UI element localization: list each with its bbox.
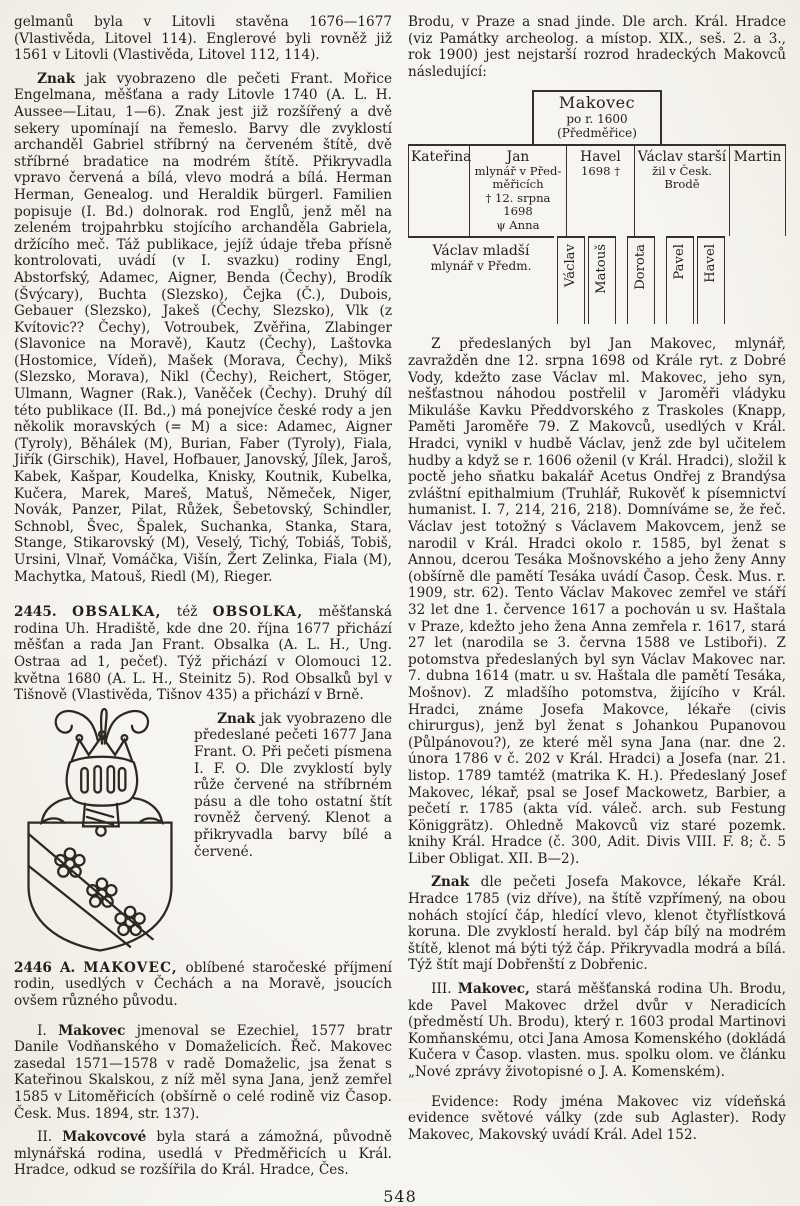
- person-detail: 1698 †: [581, 163, 620, 178]
- paragraph-text: jmenoval se Ezechiel, 1577 bratr Danile Vodňanského v Domaželicích. Řeč. Makovec zasedal 1571—1578 v radě Domaželic, jsa ženat s Kateřinou Skalskou, z níž měl syna Jana, jenž zemřel 1585 v Litoměřicích (obšírně o celé rodině viz Časop. Česk. Mus. 1894, str. 137).: [14, 1022, 392, 1122]
- tree-root-name: Makovec: [558, 93, 636, 113]
- znak-lead: Znak: [217, 710, 256, 727]
- paragraph-text: jak vyobrazeno dle předeslané pečeti 1677 Jana Frant. O. Při pečeti písmena I. F. O. Dle zvyklostí byly růže červené na stříbrném pásu a dle toho ostatní štít rovněž červený. Klenot a přikryvadla barvy bílé a červené.: [194, 710, 392, 860]
- person-detail: žil v Česk. Brodě: [652, 163, 712, 192]
- person-name: Dorota: [633, 244, 649, 291]
- obsalka-coat-of-arms-image: [14, 706, 186, 958]
- person-detail: mlynář v Předm.: [430, 259, 532, 274]
- family-name-lead: Makovec: [58, 1022, 126, 1039]
- person-name: Jan: [506, 148, 530, 165]
- entry-name-obsalka: OBSALKA,: [72, 604, 162, 621]
- person-name: Václav starší: [637, 148, 727, 165]
- paragraph-makovec-III: [408, 981, 786, 1081]
- entry-number: 2445.: [14, 604, 73, 621]
- tree-cell-vaclav: [557, 236, 585, 324]
- person-name: Kateřina: [411, 148, 472, 165]
- tree-generation-1: [408, 144, 786, 237]
- tree-cell-vaclav-mladsi: [408, 236, 554, 273]
- paragraph-makovec-II: [14, 1129, 392, 1179]
- person-detail: † 12. srpna 1698: [485, 190, 551, 219]
- right-column: [408, 14, 786, 1179]
- tree-root-place: (Předměřice): [557, 125, 637, 140]
- paragraph-evidence: Evidence: Rody jména Makovec viz vídeňská evidence světové války (zde sub Aglaster). Rody Makovec, Makovský uvádí Král. Adel 152.: [408, 1093, 786, 1143]
- paragraph-makovec-I: [14, 1023, 392, 1123]
- paragraph-makovec-znak: [408, 874, 786, 974]
- paragraph-engelman-cont: gelmanů byla v Litovli stavěna 1676—1677 (Vlastivěda, Litovel 114). Englerové byli rovněž již 1561 v Litovli (Vlastivěda, Litovel 112, 114).: [14, 14, 392, 64]
- rose-1: [55, 848, 84, 876]
- tree-cell-pavel: [666, 236, 694, 324]
- person-name: Matouš: [594, 244, 610, 295]
- person-name: Havel: [580, 148, 621, 165]
- tree-cell-vaclav-starsi: [635, 146, 730, 237]
- person-detail: měřicích: [492, 177, 544, 192]
- person-name: Pavel: [672, 244, 688, 281]
- shield-outline: [29, 822, 172, 950]
- entry-number: 2446 A.: [14, 959, 84, 976]
- tree-cell-martin: [730, 146, 786, 237]
- znak-lead: Znak: [431, 874, 470, 891]
- page-body: [0, 14, 800, 1179]
- paragraph-text: jak vyobrazeno dle pečeti Frant. Mořice Engelmana, měšťana a rady Litovle 1740 (A. L. H. Aussee—Litau, 1—6). Znak jest již rozšířený a dvě sekery upomínají na řemeslo. Barvy dle zvyklostí archanděl Gabriel stříbrný na červeném štítě, dvě stříbrné bradatice na modrém štítě. Přikryvadla vpravo červená a bílá, vlevo modrá a bílá. Herman Herman, Genealog. und Heraldik bürgerl. Familien popisuje (I. Bd.) dolnorak. rod Englů, jenž měl na zeleném trojpahrbku stojícího archanděla Gabriela, držícího meč. Táž publikace, jejíž údaje třeba přísně kontrolovati, uvádí (v I. svazku) rodiny Engl, Abstorfský, Adamec, Aigner, Benda (Čechy), Brodík (Švýcary), Buchta (Slezsko), Čejka (Č.), Dubois, Gebauer (Slezsko), Jakeš (Čechy, Slezsko), Vlk (z Kvítovic?? Čechy), Votroubek, Zvěřina, Zlabinger (Slavonice na Moravě), Kautz (Čechy), Laštovka (Hostomice, Vídeň), Mašek (Morava, Čechy), Mikš (Slezsko, Morava), Nikl (Čechy), Reichert, Stöger, Ulmann, Wagner (Rak.), Vaněček (Čechy). Druhý díl této publikace (II. Bd.,) má ponejvíce české rody a jen několik moravských (= M) a sice: Adamec, Aigner (Tyroly), Běhálek (M), Burian, Faber (Tyroly), Fiala, Jiřík (Girschik), Havel, Hofbauer, Janovský, Jílek, Jaroš, Kabek, Kašpar, Koudelka, Knisky, Koutnik, Kubelka, Kučera, Marek, Mareš, Matuš, Němeček, Niger, Novák, Panzer, Pilat, Růžek, Šebetovský, Schindler, Schnobl, Švec, Špalek, Suchanka, Stanka, Stara, Stange, Stikarovský (M), Veselý, Tichý, Tobiáš, Tobiš, Ursini, Vlnař, Vomáčka, Višín, Žert Zelinka, Fiala (M), Machytka, Matouš, Riedl (M), Rieger.: [14, 70, 392, 585]
- family-name-lead: Makovec,: [457, 981, 530, 998]
- entry-name-obsolka: OBSOLKA,: [212, 604, 304, 621]
- tree-root-date: po r. 1600: [566, 111, 628, 126]
- paragraph-brodu-cont: Brodu, v Praze a snad jinde. Dle arch. Král. Hradce (viz Památky archeolog. a místop. XIX., seš. 2. a 3., rok 1900) jest nejstarší rozrod hradeckých Makovců následující:: [408, 14, 786, 80]
- left-column: [14, 14, 392, 1179]
- roman-numeral: III.: [431, 981, 458, 998]
- tree-cell-katerina: [408, 146, 470, 237]
- entry-conjunction: též: [161, 604, 213, 621]
- person-name: Václav: [563, 244, 579, 288]
- family-name-lead: Makovcové: [62, 1129, 147, 1146]
- tree-generation-2: [408, 236, 786, 324]
- entry-text: měšťanská rodina Uh. Hradiště, kde dne 20. října 1677 přichází měšťan a rada Jan Frant. Obsalka (A. L. H., Ung. Ostraa ad 1, pečeť). Týž přichází v Olomouci 12. května 1680 (A. L. H., Steinitz 5). Rod Obsalků byl v Tišnově (Vlastivěda, Tišnov 435) a přichází v Brně.: [14, 604, 393, 704]
- roman-numeral: I.: [37, 1022, 59, 1039]
- makovec-genealogy-table: [408, 90, 786, 324]
- tree-cell-jan: [470, 146, 567, 237]
- tree-cell-havel: [567, 146, 635, 237]
- paragraph-text: dle pečeti Josefa Makovce, lékaře Král. Hradce 1785 (viz dříve), na štítě vzpřímený, na obou nohách stojící čáp, hledící vlevo, klenot čtyřlístková koruna. Dle zvyklostí herald. byl čáp bílý na modrém štítě, klenot má býti týž čáp. Přikryvadla modrá a bílá. Týž štít mají Dobřenští z Dobřenic.: [408, 874, 786, 974]
- entry-2445-obsalka: [14, 604, 392, 704]
- person-name: Václav mladší: [432, 243, 530, 260]
- plume-feathers: [56, 709, 148, 744]
- entry-2446-makovec: [14, 960, 392, 1010]
- entry-text: oblíbené staročeské příjmení rodin, usedlých v Čechách a na Moravě, jsoucích ovšem různého původu.: [14, 959, 392, 1009]
- paragraph-z-predeslanych: Z předeslaných byl Jan Makovec, mlynář, zavražděn dne 12. srpna 1698 od Krále ryt. z Dobré Vody, kdežto zase Václav ml. Makovec, jeho syn, nešťastnou náhodou postřelil v Jaroměři vládyku Mikuláše Kavku Předdvorského z Traskoles (Knapp, Paměti Jaroměře 79. Z Makovců, usedlých v Král. Hradci, vynikl v hudbě Václav, jenž zde byl učitelem hudby a když se r. 1606 oženil (v Král. Hradci), složil k poctě jeho sňatku bakalář Acetus Ondřej z Brandýsa zvláštní epithalmium (Truhlář, Rukověť k písemnictví humanist. I. 7, 214, 216, 218). Domníváme se, že řeč. Václav jest totožný s Václavem Makovcem, jenž se narodil v Král. Hradci okolo r. 1585, byl ženat s Annou, dcerou Tesáka Mošnovského a jeho ženy Anny (obšírně dle pamětí Tesáka uvádí Časop. Česk. Mus. r. 1909, str. 62). Tento Václav Makovec zemřel ve stáří 32 let dne 1. července 1617 a pochován u sv. Haštala v Praze, kdežto jeho žena Anna zemřela r. 1617, stará 27 let (narodila se 3. června 1588 ve Lstiboři). Z potomstva předeslaných byl syn Václav Makovec nar. 7. dubna 1614 (matr. u sv. Haštala dle pamětí Tesáka, Mošnov). Z mladšího potomstva, žijícího v Král. Hradci, známe Josefa Makovce, lékaře (civis chirurgus), jenž byl ženat s Johankou Pupanovou (Půlpánovou?), ze které měl syna Jana (nar. dne 2. února 1786 v č. 202 v Král. Hradci) a Josefa (nar. 21. listop. 1789 tamtéž (matrika K. H.). Předeslaný Josef Makovec, lékař, psal se Josef Mackowetz, Barbier, a pečetí r. 1785 (akta víd. váleč. arch. sub Festung Königgrätz). Ohledně Makovců viz staré pozemk. knihy Král. Hradce (č. 300, Adit. Divis VIII. F. 8; č. 5 Liber Obligat. XII. B—2).: [408, 336, 786, 867]
- tree-cell-matous: [588, 236, 616, 324]
- tree-root-box: [532, 90, 662, 146]
- person-name: Havel: [703, 244, 719, 284]
- person-name: Martin: [733, 148, 782, 165]
- person-detail: ψ Anna: [496, 217, 540, 232]
- tree-cell-dorota: [627, 236, 655, 324]
- paragraph-engelman-znak: [14, 71, 392, 585]
- mantling: [42, 798, 162, 822]
- paragraph-text: stará měšťanská rodina Uh. Brodu, kde Pavel Makovec držel dvůr v Neradicích (předměstí Uh. Brodu), který r. 1603 prodal Martinovi Komňanskému, otci Jana Amosa Komenského (dokládá Kučera v Časop. vlasten. mus. spolku olom. ve článku „Nové zprávy životopisné o J. A. Komenském).: [408, 981, 786, 1080]
- person-detail: mlynář v Před-: [474, 163, 562, 178]
- entry-name-makovec: MAKOVEC,: [83, 959, 178, 976]
- rose-2: [87, 878, 116, 906]
- znak-lead: Znak: [37, 70, 76, 87]
- paragraph-text: byla stará a zámožná, původně mlynářská rodina, usedlá v Předměřicích u Král. Hradce, odkud se rozšířila do Král. Hradce, Čes.: [14, 1129, 392, 1179]
- tree-cell-havel2: [697, 236, 725, 324]
- helmet: [67, 757, 138, 836]
- page-number: 548: [383, 1186, 417, 1206]
- roman-numeral: II.: [37, 1129, 63, 1146]
